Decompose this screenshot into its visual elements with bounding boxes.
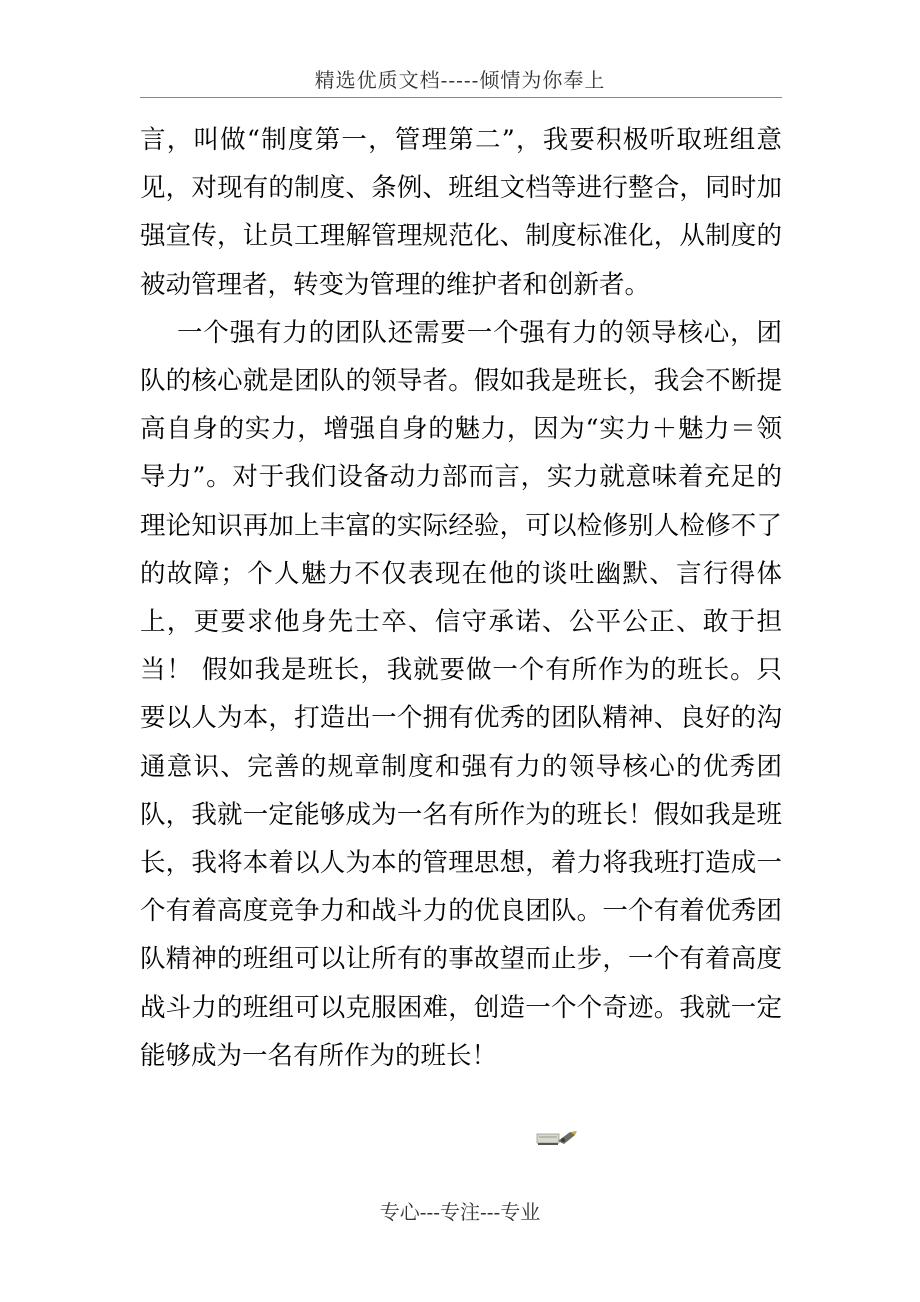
page-header: 精选优质文档-----倾情为你奉上 [314,68,606,92]
header-divider [140,97,782,98]
paragraph-1: 言，叫做“制度第一，管理第二”，我要积极听取班组意见，对现有的制度、条例、班组文档等进行整合，同时加强宣传，让员工理解管理规范化、制度标准化，从制度的被动管理者，转变为管理的维护者和创新者。 [140,125,782,300]
document-body [140,116,782,1080]
paragraph-2: 一个强有力的团队还需要一个强有力的领导核心，团队的核心就是团队的领导者。假如我是班长，我会不断提高自身的实力，增强自身的魅力，因为“实力＋魅力＝领导力”。对于我们设备动力部而言，实力就意味着充足的理论知识再加上丰富的实际经验，可以检修别人检修不了的故障；个人魅力不仅表现在他的谈吐幽默、言行得体上，更要求他身先士卒、信守承诺、公平公正、敢于担当！ 假如我是班长，我就要做一个有所作为的班长。只要以人为本，打造出一个拥有优秀的团队精神、良好的沟通意识、完善的规章制度和强有力的领导核心的优秀团队，我就一定能够成为一名有所作为的班长！假如我是班长，我将本着以人为本的管理思想，着力将我班打造成一个有着高度竞争力和战斗力的优良团队。一个有着优秀团队精神的班组可以让所有的事故望而止步，一个有着高度战斗力的班组可以克服困难，创造一个个奇迹。我就一定能够成为一名有所作为的班长！ [140,317,782,1071]
page-footer: 专心---专注---专业 [379,1200,541,1224]
pen-logo-icon [536,1130,578,1146]
